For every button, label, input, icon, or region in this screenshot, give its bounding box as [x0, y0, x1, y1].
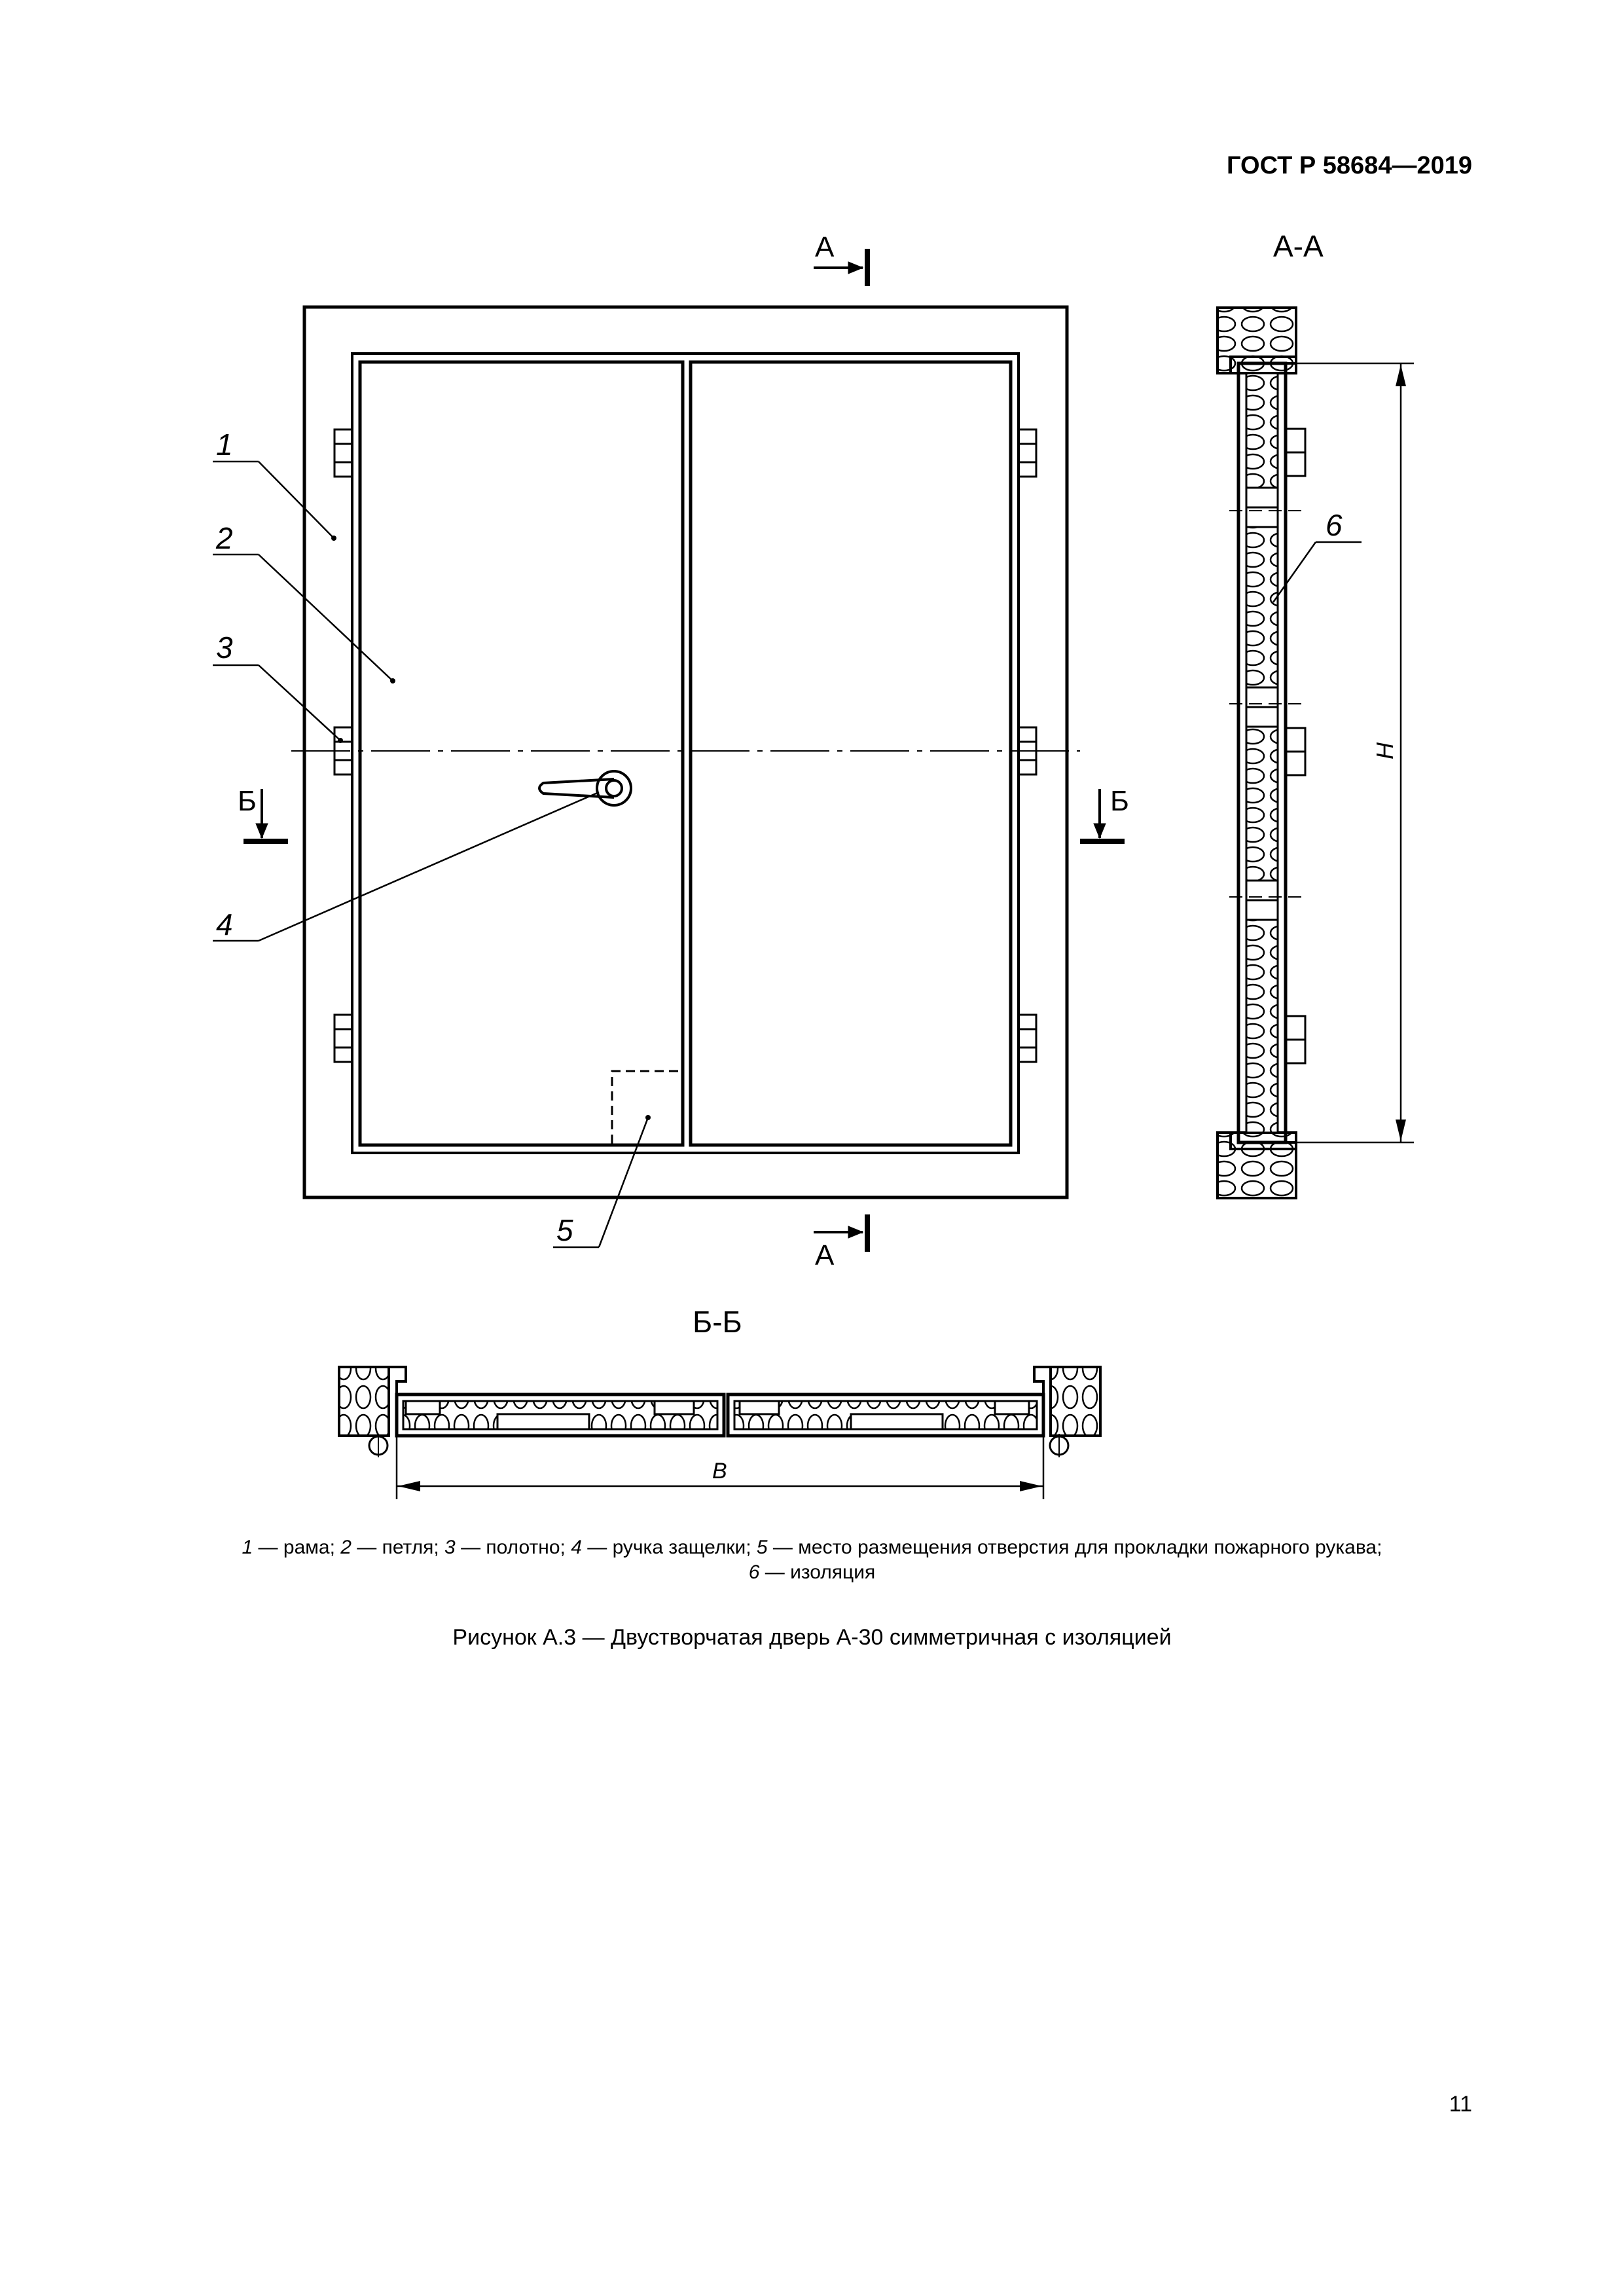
legend-num: 5 — [756, 1537, 768, 1558]
legend-text: полотно — [486, 1537, 560, 1558]
latch-handle — [539, 771, 631, 805]
standard-header: ГОСТ Р 58684—2019 — [1227, 152, 1472, 179]
legend-text: изоляция — [790, 1561, 876, 1583]
hinges-right — [1019, 429, 1036, 1062]
legend-text: место размещения отверстия для прокладки пожарного рукава — [798, 1537, 1377, 1558]
callout-leaders — [213, 462, 648, 1247]
door-frame — [304, 307, 1067, 1197]
legend-num: 4 — [571, 1537, 582, 1558]
legend-line-2: 6 — изоляция — [748, 1561, 876, 1583]
legend-num: 6 — [748, 1561, 760, 1583]
hinge — [1019, 429, 1036, 477]
wall-insulation-right — [1051, 1367, 1100, 1436]
height-dimension-label: H — [1371, 742, 1398, 759]
callout-3: 3 — [216, 630, 233, 665]
callout-2: 2 — [216, 521, 233, 555]
callout-1: 1 — [216, 428, 233, 462]
figure-caption: Рисунок А.3 — Двустворчатая дверь А-30 симметричная с изоляцией — [452, 1625, 1172, 1650]
wall-insulation-left — [339, 1367, 389, 1436]
width-dimension-label: B — [712, 1459, 727, 1484]
view-aa-title: А-А — [1273, 229, 1324, 263]
hinges-left — [334, 429, 352, 1062]
callout-4: 4 — [216, 907, 233, 941]
figure-legend — [131, 1535, 1493, 1585]
legend-line-1: 1 — рама; 2 — петля; 3 — полотно; 4 — ручка защелки; 5 — место размещения отверстия для прокладки пожарного рукава; — [242, 1537, 1382, 1558]
right-leaf — [691, 362, 1011, 1145]
legend-num: 1 — [242, 1537, 253, 1558]
section-label-b-right: Б — [1110, 785, 1129, 817]
legend-num: 2 — [340, 1537, 352, 1558]
front-view — [213, 249, 1125, 1252]
legend-text: петля — [382, 1537, 434, 1558]
left-leaf — [360, 362, 683, 1145]
section-label-a-top: А — [815, 231, 835, 263]
section-label-a-bottom: А — [815, 1239, 835, 1271]
callout-5: 5 — [556, 1213, 573, 1247]
legend-num: 3 — [444, 1537, 456, 1558]
legend-text: ручка защелки — [612, 1537, 746, 1558]
section-label-b-left: Б — [238, 785, 257, 817]
legend-text: рама — [283, 1537, 330, 1558]
view-bb-title: Б-Б — [693, 1305, 742, 1339]
callout-6: 6 — [1326, 508, 1343, 542]
hinge — [334, 429, 352, 477]
hose-opening — [612, 1071, 683, 1144]
frame-inner-outline — [352, 354, 1019, 1153]
hinge — [1019, 1015, 1036, 1062]
page-number: 11 — [1449, 2092, 1472, 2117]
hinge — [334, 1015, 352, 1062]
